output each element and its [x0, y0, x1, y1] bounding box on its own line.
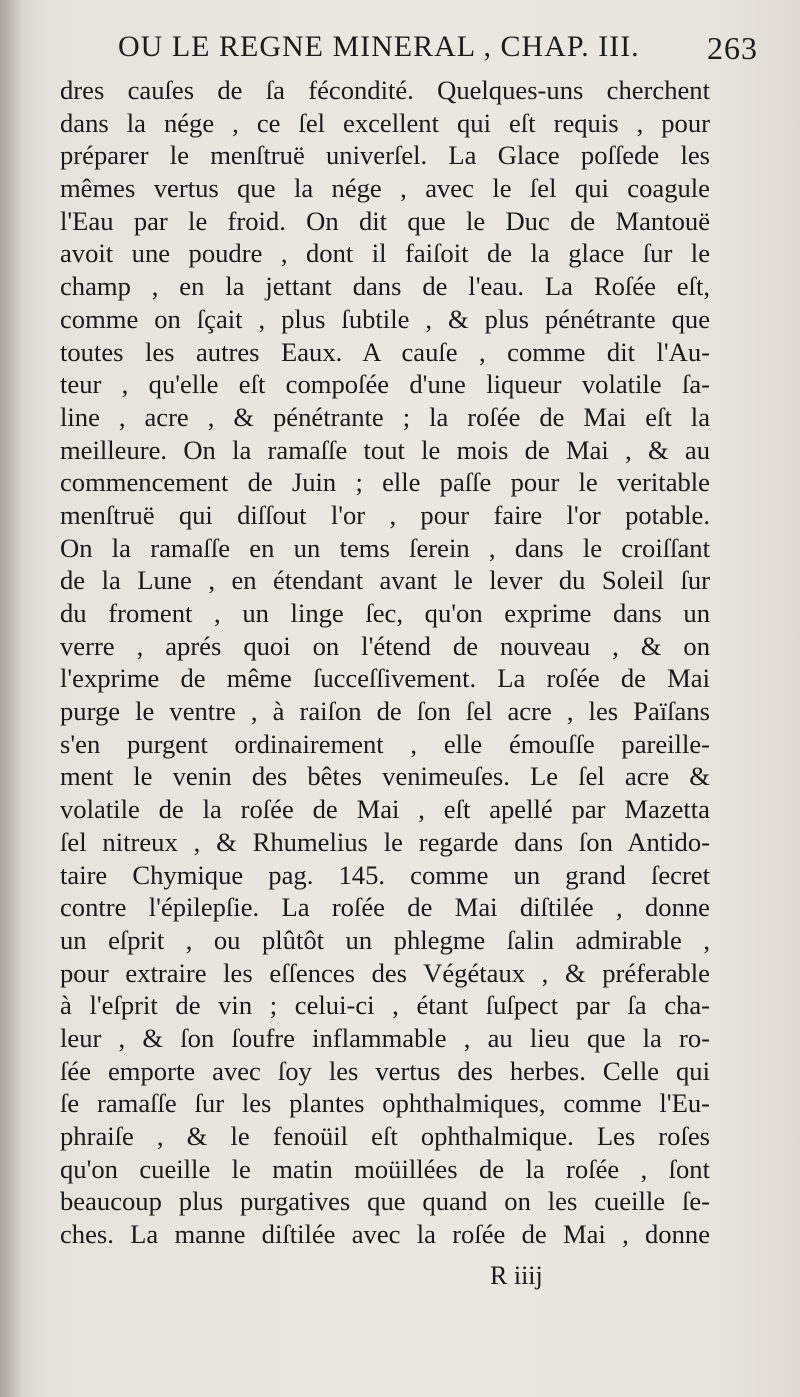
text-line: préparer le menſtruë univerſel. La Glace poſſede les	[60, 140, 710, 171]
running-head-title: OU LE REGNE MINERAL , CHAP. III.	[118, 30, 640, 63]
text-line: volatile de la roſée de Mai , eſt apellé par Mazetta	[60, 794, 710, 825]
page-number: 263	[707, 30, 758, 66]
text-line: l'exprime de même ſucceſſivement. La roſée de Mai	[60, 663, 710, 694]
text-line: comme on ſçait , plus ſubtile , & plus pénétrante que	[60, 303, 710, 334]
text-line: contre l'épilepſie. La roſée de Mai diſtilée , donne	[60, 892, 710, 923]
text-line: toutes les autres Eaux. A cauſe , comme dit l'Au-	[60, 336, 710, 367]
text-line: pour extraire les eſſences des Végétaux , & préferable	[60, 957, 710, 988]
text-line: qu'on cueille le matin moüillées de la roſée , ſont	[60, 1153, 710, 1184]
text-line: purge le ventre , à raiſon de ſon ſel acre , les Païſans	[60, 696, 710, 727]
text-line: On la ramaſſe en un tems ſerein , dans le croiſſant	[60, 532, 710, 563]
body-text	[60, 74, 710, 1251]
text-line: leur , & ſon ſoufre inflammable , au lieu que la ro-	[60, 1022, 710, 1053]
text-line: ches. La manne diſtilée avec la roſée de Mai , donne	[60, 1219, 710, 1250]
text-line: ſe ramaſſe ſur les plantes ophthalmiques, comme l'Eu-	[60, 1088, 710, 1119]
text-line: meilleure. On la ramaſſe tout le mois de Mai , & au	[60, 434, 710, 465]
text-line: ment le venin des bêtes venimeuſes. Le ſel acre &	[60, 761, 710, 792]
text-line: dans la nége , ce ſel excellent qui eſt requis , pour	[60, 107, 710, 138]
text-line: champ , en la jettant dans de l'eau. La Roſée eſt,	[60, 271, 710, 302]
text-line: de la Lune , en étendant avant le lever du Soleil ſur	[60, 565, 710, 596]
text-line: taire Chymique pag. 145. comme un grand ſecret	[60, 859, 710, 890]
text-line: beaucoup plus purgatives que quand on les cueille ſe-	[60, 1186, 710, 1217]
text-line: teur , qu'elle eſt compoſée d'une liqueur volatile ſa-	[60, 369, 710, 400]
text-line: verre , aprés quoi on l'étend de nouveau , & on	[60, 630, 710, 661]
text-line: ſée emporte avec ſoy les vertus des herbes. Celle qui	[60, 1055, 710, 1086]
signature-mark: R iiij	[490, 1261, 543, 1290]
text-line: ſel nitreux , & Rhumelius le regarde dans ſon Antido-	[60, 826, 710, 857]
text-line: dres cauſes de ſa fécondité. Quelques-uns cherchent	[60, 75, 710, 105]
text-line: un eſprit , ou plûtôt un phlegme ſalin admirable ,	[60, 924, 710, 955]
text-line: du froment , un linge ſec, qu'on exprime dans un	[60, 598, 710, 628]
text-line: s'en purgent ordinairement , elle émouſſe pareille-	[60, 728, 710, 759]
text-line: menſtruë qui diſſout l'or , pour faire l'or potable.	[60, 499, 710, 530]
text-line: l'Eau par le froid. On dit que le Duc de Mantouë	[60, 205, 710, 236]
text-line: line , acre , & pénétrante ; la roſée de Mai eſt la	[60, 401, 710, 432]
text-line: avoit une poudre , dont il faiſoit de la glace ſur le	[60, 238, 710, 269]
text-line: commencement de Juin ; elle paſſe pour le veritable	[60, 467, 710, 498]
text-line: mêmes vertus que la nége , avec le ſel qui coagule	[60, 173, 710, 204]
text-line: phraiſe , & le fenoüil eſt ophthalmique. Les roſes	[60, 1121, 710, 1151]
page-binding-shadow	[0, 0, 22, 1397]
running-head	[118, 30, 758, 78]
text-line: à l'eſprit de vin ; celui-ci , étant ſuſpect par ſa cha-	[60, 990, 710, 1021]
